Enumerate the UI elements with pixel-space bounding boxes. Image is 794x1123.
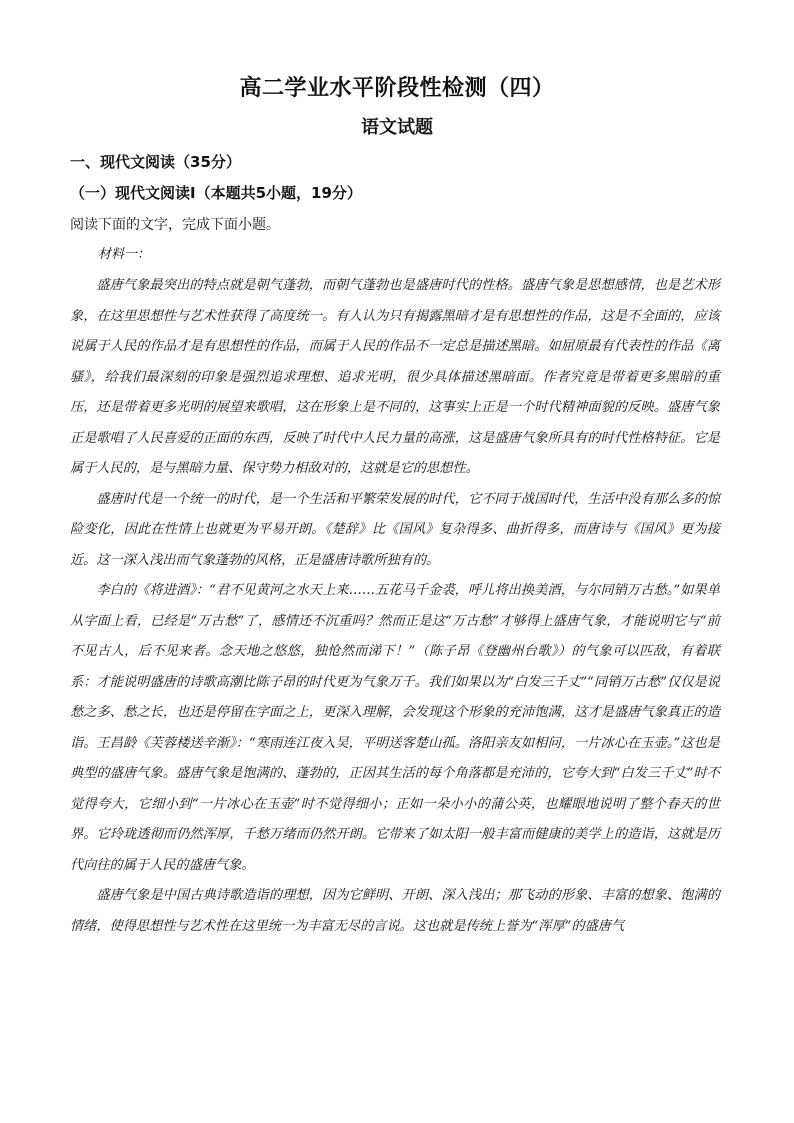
paragraph-4: 盛唐气象是中国古典诗歌造诣的理想，因为它鲜明、开朗、深入浅出；那飞动的形象、丰富的想象、饱满的情绪，使得思想性与艺术性在这里统一为丰富无尽的言说。这也就是传统上誉为“浑厚”的盛唐气 [70,888,720,934]
paragraph-1: 盛唐气象最突出的特点就是朝气蓬勃，而朝气蓬勃也是盛唐时代的性格。盛唐气象是思想感情，也是艺术形象，在这里思想性与艺术性获得了高度统一。有人认为只有揭露黑暗才是有思想性的作品，这是不全面的，应该说属于人民的作品才是有思想性的作品，而属于人民的作品不一定总是描述黑暗。如屈原最有代表性的作品《离骚》，给我们最深刻的印象是强烈追求理想、追求光明，很少具体描述黑暗面。作者究竟是带着更多黑暗的重压，还是带着更多光明的展望来歌唱，这在形象上是不同的，这事实上正是一个时代精神面貌的反映。盛唐气象正是歌唱了人民喜爱的正面的东西，反映了时代中人民力量的高涨，这是盛唐气象所具有的时代性格特征。它是属于人民的，是与黑暗力量、保守势力相敌对的，这就是它的思想性。 [70,278,720,476]
reading-passage [70,271,720,942]
exam-subtitle: 语文试题 [361,117,433,138]
exam-title: 高二学业水平阶段性检测（四） [239,76,555,101]
subsection-heading: （一）现代文阅读Ⅰ（本题共5小题，19分） [70,184,362,202]
material-label: 材料一： [98,247,151,262]
reading-instruction: 阅读下面的文字，完成下面小题。 [70,217,280,233]
section-heading: 一、现代文阅读（35分） [70,153,241,171]
paragraph-3: 李白的《将进酒》：“君不见黄河之水天上来……五花马千金裘，呼儿将出换美酒，与尔同销万古愁。”如果单从字面上看，已经是“万古愁”了，感情还不沉重吗？然而正是这“万古愁”才够得上盛唐气象，才能说明它与“前不见古人，后不见来者。念天地之悠悠，独怆然而涕下！”（陈子昂《登幽州台歌》）的气象可以匹敌，有着联系：才能说明盛唐的诗歌高潮比陈子昂的时代更为气象万千。我们如果以为“白发三千丈”“同销万古愁”仅仅是说愁之多、愁之长，也还是停留在字面之上，更深入理解，会发现这个形象的充沛饱满，这才是盛唐气象真正的造诣。王昌龄《芙蓉楼送辛渐》：“寒雨连江夜入吴，平明送客楚山孤。洛阳亲友如相问，一片冰心在玉壶。”这也是典型的盛唐气象。盛唐气象是饱满的、蓬勃的，正因其生活的每个角落都是充沛的，它夸大到“白发三千丈”时不觉得夸大，它细小到“一片冰心在玉壶”时不觉得细小；正如一朵小小的蒲公英，也耀眼地说明了整个春天的世界。它玲珑透彻而仍然浑厚，千愁万绪而仍然开朗。它带来了如太阳一般丰富而健康的美学上的造诣，这就是历代向往的属于人民的盛唐气象。 [70,583,720,873]
paragraph-2: 盛唐时代是一个统一的时代，是一个生活和平繁荣发展的时代，它不同于战国时代，生活中没有那么多的惊险变化，因此在性情上也就更为平易开朗。《楚辞》比《国风》复杂得多、曲折得多，而唐诗与《国风》更为接近。这一深入浅出而气象蓬勃的风格，正是盛唐诗歌所独有的。 [70,491,720,568]
